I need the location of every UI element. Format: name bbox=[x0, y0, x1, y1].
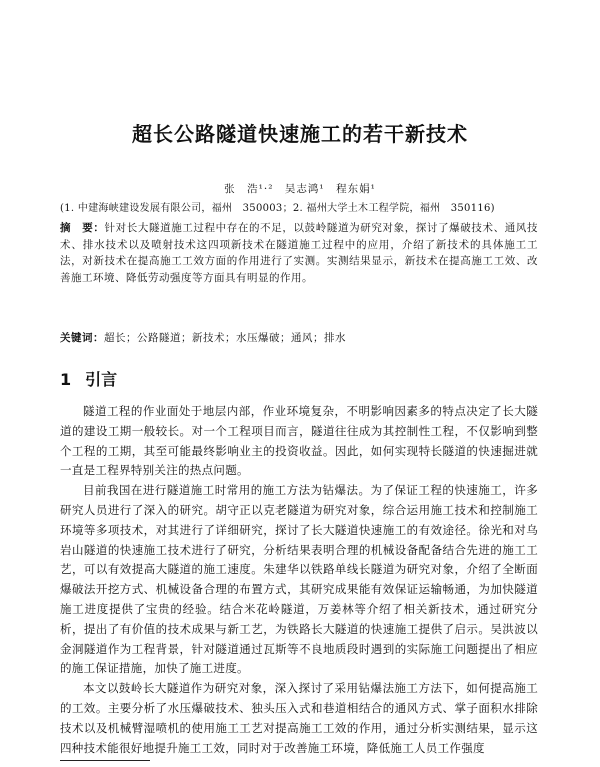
paragraph: 本文以鼓岭长大隧道作为研究对象，深入探讨了采用钻爆法施工方法下，如何提高施工的工效。主要分析了水压爆破技术、独头压入式和巷道相结合的通风方式、掌子面积水排除技术以及机械臂湿喷机的使用施工工艺对提高施工工效的作用，通过分析实测结果，显示这四种技术能很好地提升施工工效，同时对于改善施工环境，降低施工人员工作强度 bbox=[60, 681, 538, 755]
body-text bbox=[60, 402, 538, 758]
keywords-text: 超长；公路隧道；新技术；水压爆破；通风；排水 bbox=[104, 332, 346, 344]
author-line: 张 浩¹·² 吴志鸿¹ 程东娟¹ bbox=[224, 183, 376, 195]
keywords-block bbox=[60, 330, 538, 346]
paragraph: 隧道工程的作业面处于地层内部，作业环境复杂，不明影响因素多的特点决定了长大隧道的建设工期一般较长。对一个工程项目而言，隧道往往成为其控制性工程，不仅影响到整个工程的工期，其至可能最终影响业主的投资收益。因此，如何实现特长隧道的快速掘进就一直是工程界特别关注的热点问题。 bbox=[60, 404, 538, 478]
paper-title: 超长公路隧道快速施工的若干新技术 bbox=[132, 122, 468, 146]
abstract-label: 摘 要： bbox=[60, 222, 105, 234]
abstract-block bbox=[60, 220, 538, 286]
section-heading bbox=[60, 367, 117, 390]
footnote-divider bbox=[60, 760, 150, 761]
abstract-text: 针对长大隧道施工过程中存在的不足，以鼓岭隧道为研究对象，探讨了爆破技术、通风技术、排水技术以及喷射技术这四项新技术在隧道施工过程中的应用，介绍了新技术的具体施工工法，对新技术在提高施工工效方面的作用进行了实测。实测结果显示，新技术在提高施工工效、改善施工环境、降低劳动强度等方面具有明显的作用。 bbox=[60, 222, 539, 284]
section-title: 引言 bbox=[85, 370, 118, 389]
section-number: 1 bbox=[60, 370, 72, 389]
keywords-label: 关键词： bbox=[60, 332, 104, 344]
affiliation-line: (1. 中建海峡建设发展有限公司，福州 350003；2. 福州大学土木工程学院，福州 350116) bbox=[60, 203, 495, 214]
paragraph: 目前我国在进行隧道施工时常用的施工方法为钻爆法。为了保证工程的快速施工，许多研究人员进行了深入的研究。胡守正以克老隧道为研究对象，综合运用施工技术和控制施工环境等多项技术，对其进行了详细研究，探讨了长大隧道快速施工的有效途径。徐光和对乌岩山隧道的快速施工技术进行了研究，分析结果表明合理的机械设备配备结合先进的施工工艺，可以有效提高大隧道的施工速度。朱建华以铁路单线长隧道为研究对象，介绍了全断面爆破法开挖方式、机械设备合理的布置方式，其研究成果能有效保证运输畅通，为加快隧道施工进度提供了宝贵的经验。结合米花岭隧道，万姜林等介绍了相关新技术，通过研究分析，提出了有价值的技术成果与新工艺，为铁路长大隧道的快速施工提供了启示。吴洪波以金洞隧道作为工程背景，针对隧道通过瓦斯等不良地质段时遇到的实际施工问题提出了相应的施工保证措施，加快了施工进度。 bbox=[60, 483, 538, 676]
